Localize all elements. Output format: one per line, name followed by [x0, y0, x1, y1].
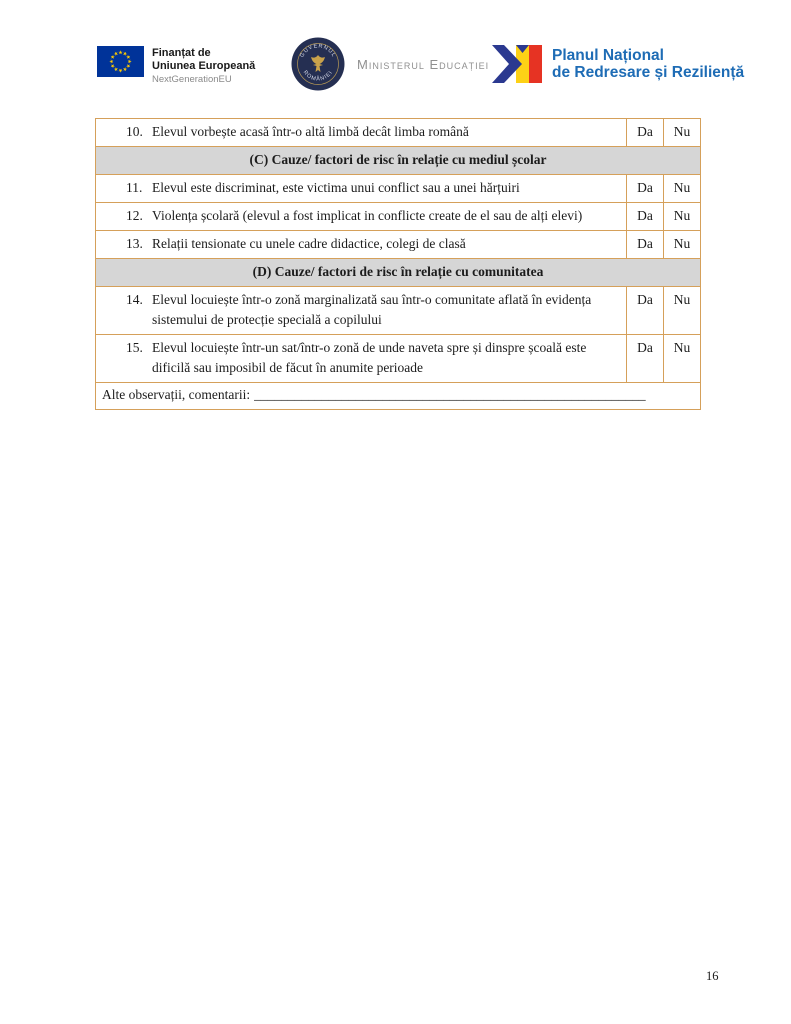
romania-coat-of-arms-icon [291, 37, 345, 91]
row-number: 10. [126, 124, 143, 139]
answer-da: Da [626, 119, 663, 146]
section-title: (D) Cauze/ factori de risc în relație cu comunitatea [252, 264, 544, 279]
row-number: 14. [126, 292, 143, 307]
answer-da: Da [626, 287, 663, 334]
row-text: Relații tensionate cu unele cadre didactice, colegi de clasă [152, 236, 466, 251]
gov-circle-bottom-text: ROMÂNIEI [301, 69, 335, 83]
risk-factors-table [95, 118, 701, 410]
row-text: Elevul locuiește într-un sat/într-o zonă de unde naveta spre și dinspre școală este dificilă sau imposibil de făcut în anumite perioade [152, 340, 587, 375]
table-row-13 [96, 231, 700, 259]
row-text: Elevul este discriminat, este victima unui conflict sau a unei hărțuiri [152, 180, 520, 195]
table-row-10 [96, 119, 700, 147]
eu-funding-logo [97, 46, 255, 87]
eu-nextgeneration-label: NextGenerationEU [152, 74, 232, 85]
row-number: 12. [126, 208, 143, 223]
row-number: 13. [126, 236, 143, 251]
page-number: 16 [706, 969, 719, 983]
table-row-14 [96, 287, 700, 335]
pnrr-title-line2: de Redresare și Reziliență [552, 64, 745, 81]
ministry-name: Ministerul Educației [357, 56, 490, 72]
answer-nu: Nu [663, 119, 700, 146]
pnrr-logo [492, 45, 744, 83]
observations-label: Alte observații, comentarii: [102, 387, 251, 402]
table-row-12 [96, 203, 700, 231]
logos-header [0, 0, 791, 100]
pnrr-title [552, 47, 744, 82]
eu-funding-text [152, 46, 255, 87]
row-text: Elevul vorbește acasă într-o altă limbă decât limba română [152, 124, 469, 139]
answer-nu: Nu [663, 231, 700, 258]
row-text: Elevul locuiește într-o zonă marginalizată sau într-o comunitate aflată în evidența sistemului de protecție specială a copilului [152, 292, 592, 327]
observations-row [96, 383, 700, 409]
gov-circle-top-text: GUVERNUL [299, 43, 337, 59]
fill-in-line: __________________________________________________________ [254, 387, 646, 402]
section-title: (C) Cauze/ factori de risc în relație cu mediul școlar [249, 152, 547, 167]
eu-funded-line2: Uniunea Europeană [152, 59, 256, 72]
ministry-logo [291, 37, 489, 91]
answer-nu: Nu [663, 203, 700, 230]
pnrr-flag-icon [492, 45, 542, 83]
answer-nu: Nu [663, 175, 700, 202]
answer-nu: Nu [663, 335, 700, 382]
answer-nu: Nu [663, 287, 700, 334]
section-header-d [96, 259, 700, 287]
answer-da: Da [626, 175, 663, 202]
table-row-15 [96, 335, 700, 383]
row-number: 11. [126, 180, 143, 195]
answer-da: Da [626, 231, 663, 258]
row-number: 15. [126, 340, 143, 355]
eu-funded-line1: Finanțat de [152, 47, 211, 59]
eu-flag-icon [97, 46, 144, 77]
answer-da: Da [626, 335, 663, 382]
pnrr-title-line1: Planul Național [552, 46, 664, 64]
answer-da: Da [626, 203, 663, 230]
row-text: Violența școlară (elevul a fost implicat in conflicte create de el sau de alți elevi) [152, 208, 583, 223]
table-row-11 [96, 175, 700, 203]
section-header-c [96, 147, 700, 175]
